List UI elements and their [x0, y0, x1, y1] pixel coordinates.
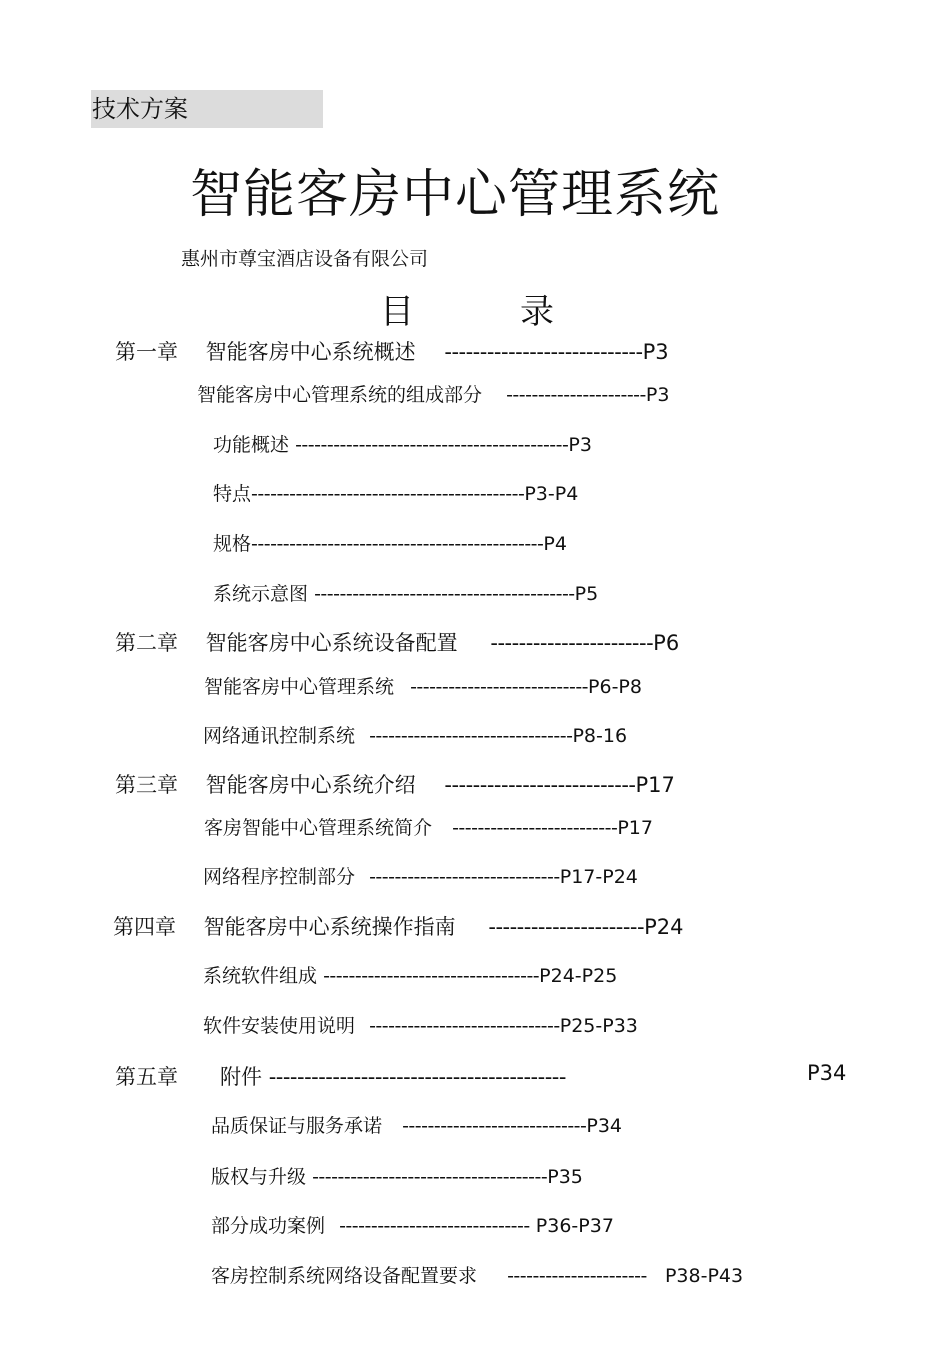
- toc-entry: [204, 813, 653, 840]
- toc-entry-title: 版权与升级: [211, 1166, 307, 1188]
- toc-entry-page: P24: [644, 915, 684, 939]
- toc-entry-leader: ------------------------------: [369, 866, 560, 888]
- toc-entry-page: P4: [543, 533, 567, 555]
- toc-entry-leader: ------------------------------------------: [268, 1065, 566, 1089]
- toc-entry: [204, 672, 642, 699]
- toc-entry: [211, 1211, 614, 1238]
- toc-entry-leader: ----------------------: [507, 1265, 647, 1287]
- toc-entry: [115, 1061, 566, 1091]
- toc-entry: [115, 769, 675, 799]
- toc-entry: [197, 380, 669, 407]
- toc-entry-leader: -------------------------------------: [312, 1166, 548, 1188]
- toc-entry-page: P3-P4: [524, 483, 579, 505]
- toc-entry-title: 品质保证与服务承诺: [211, 1115, 383, 1137]
- toc-entry-page: P35: [547, 1166, 583, 1188]
- toc-entry-leader: ----------------------: [488, 915, 645, 939]
- toc-entry-title: 网络通讯控制系统: [203, 725, 356, 747]
- toc-entry-title: 部分成功案例: [211, 1215, 326, 1237]
- toc-entry-page: P17: [635, 773, 675, 797]
- toc-entry-title: 智能客房中心管理系统: [204, 676, 395, 698]
- toc-entry-title: 系统软件组成: [203, 965, 318, 987]
- toc-entry-leader: ------------------------------: [339, 1215, 530, 1237]
- toc-entry-leader: ----------------------------: [444, 340, 643, 364]
- toc-entry: [213, 479, 578, 506]
- toc-entry: [203, 961, 617, 988]
- toc-entry-page: P34: [807, 1061, 847, 1085]
- toc-entry: [211, 1261, 743, 1288]
- toc-entry-title: 规格: [213, 533, 252, 555]
- toc-entry: [115, 336, 669, 366]
- toc-entry-title: 系统示意图: [213, 583, 309, 605]
- toc-entry-page: P24-P25: [539, 965, 618, 987]
- toc-entry: [203, 862, 638, 889]
- toc-entry: [113, 911, 683, 941]
- toc-entry-page: P38-P43: [664, 1265, 744, 1287]
- toc-entry-title: 第一章 智能客房中心系统概述: [115, 340, 416, 364]
- toc-entry-title: 第四章 智能客房中心系统操作指南: [113, 915, 456, 939]
- toc-entry-leader: ------------------------------: [369, 1015, 560, 1037]
- toc-entry-page: P8-16: [572, 725, 628, 747]
- toc-entry-leader: -------------------------------------------: [251, 483, 525, 505]
- toc-entry-page: P3: [642, 340, 669, 364]
- toc-entry-leader: ---------------------------: [444, 773, 636, 797]
- toc-entry-leader: ----------------------------: [410, 676, 589, 698]
- toc-entry-page: P6-P8: [588, 676, 642, 698]
- toc-heading-char-1: 目: [380, 292, 414, 332]
- toc-entry-title: 软件安装使用说明: [203, 1015, 356, 1037]
- toc-entry-page: P25-P33: [559, 1015, 638, 1037]
- toc-entry: [211, 1111, 622, 1138]
- header-tag: 技术方案: [91, 90, 323, 128]
- toc-entry: [213, 529, 567, 556]
- toc-entry-page: P3: [568, 434, 592, 456]
- toc-heading: [380, 284, 554, 333]
- toc-entry-leader: --------------------------------: [369, 725, 573, 747]
- toc-entry-title: 网络程序控制部分: [203, 866, 356, 888]
- toc-entry-title: 智能客房中心管理系统的组成部分: [197, 384, 483, 406]
- toc-entry-title: 客房智能中心管理系统简介: [204, 817, 433, 839]
- toc-entry-leader: -----------------------: [490, 631, 654, 655]
- toc-entry-title: 第二章 智能客房中心系统设备配置: [115, 631, 458, 655]
- toc-entry-title: 第三章 智能客房中心系统介绍: [115, 773, 416, 797]
- company-name: 惠州市尊宝酒店设备有限公司: [181, 248, 429, 270]
- document-title: 智能客房中心管理系统: [189, 165, 720, 225]
- toc-entry: [115, 627, 679, 657]
- toc-entry-page: P17: [617, 817, 653, 839]
- toc-entry: [213, 579, 598, 606]
- toc-heading-char-2: 录: [520, 292, 554, 332]
- toc-entry-leader: ----------------------------------: [323, 965, 540, 987]
- toc-entry-page: P36-P37: [535, 1215, 614, 1237]
- toc-entry: [213, 430, 592, 457]
- toc-entry-leader: -----------------------------------------: [314, 583, 575, 605]
- toc-entry-page: P17-P24: [559, 866, 638, 888]
- toc-entry-leader: ----------------------------------------------: [251, 533, 544, 555]
- toc-entry-page: P5: [574, 583, 599, 605]
- toc-entry-title: 特点: [213, 483, 252, 505]
- toc-entry-title: 客房控制系统网络设备配置要求: [211, 1265, 478, 1287]
- toc-entry-leader: --------------------------: [452, 817, 618, 839]
- toc-entry-title: 功能概述: [213, 434, 290, 456]
- toc-entry: [211, 1162, 583, 1189]
- toc-entry-page: P6: [653, 631, 680, 655]
- toc-entry: [203, 1011, 638, 1038]
- toc-entry-title: 第五章 附件: [115, 1065, 262, 1089]
- toc-entry-leader: -----------------------------: [402, 1115, 587, 1137]
- toc-entry: [203, 721, 627, 748]
- toc-entry-leader: ----------------------: [506, 384, 646, 406]
- toc-entry-page: P3: [645, 384, 670, 406]
- toc-entry-leader: -------------------------------------------: [295, 434, 569, 456]
- toc-entry-page: P34: [586, 1115, 623, 1137]
